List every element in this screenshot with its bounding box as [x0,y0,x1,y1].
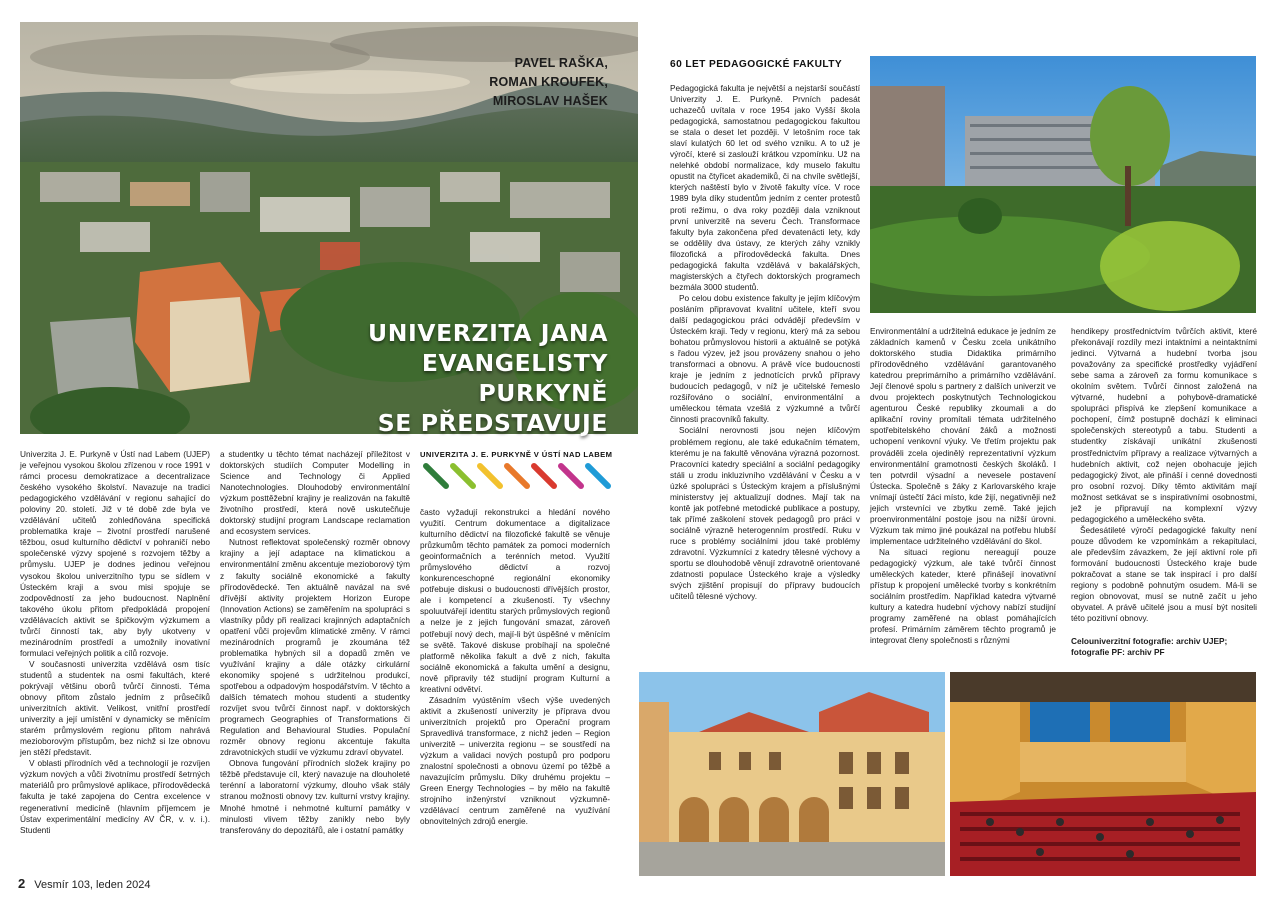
paragraph: Šedesátileté výročí pedagogické fakulty není pouze důvodem ke vzpomínkám a rekapitulaci, ale především závazkem, že její aktivní role při formování budoucnosti Ústeckého kraje bude pokračovat a stane se tak inspirací i pro další regiony s podobně pohnutým osudem. Má-li se region obnovovat, musí se nutně začít u jeho obyvatel. A právě učitelé jsou a musí být nositeli této pozitivní obnovy. [1071,524,1257,624]
paragraph: často vyžadují rekonstrukci a hledání nového využití. Centrum dokumentace a digitalizace kulturního dědictví na filozofické fakultě se věnuje průzkumům těchto památek za pomoci moderních geoinformačních a terénních metod. Využití průmyslového dědictví a rozvoj konkurenceschopné regionální ekonomiky potřebuje diskusi o budoucnosti dřívějších prostor, ale i kompetencí a zkušeností. Ty všechny spoluutvářejí identitu starých průmyslových regionů a nelze je z jejich fungování smazat, zároveň potřebují nový dech, mají-li být úspěšné v měnícím se světě. Takové diskuse probíhají na společné platformě několika fakult a dvě z nich, fakulta sociálně ekonomická a fakulta umění a designu, nově připravily též studijní program Kulturní a kreativní odvětví. [420,507,610,694]
paragraph: V oblasti přírodních věd a technologií je rozvíjen výzkum nových a vůči životnímu prostředí šetrných materiálů pro průmyslové aplikace, přírodovědecká fakulta je také zapojena do Centra excelence v regenerativní medicíně (hlavním příjemcem je Ústav experimentální medicíny AV ČR, v. v. i.). Studenti [20,758,210,835]
title-line-3: SE PŘEDSTAVUJE [377,409,608,437]
article-title [300,318,608,438]
author-2: ROMAN KROUFEK, [489,75,608,89]
page-footer [18,876,151,891]
paragraph: hendikepy prostřednictvím tvůrčích aktivit, které překonávají rozdíly mezi intaktními a neintaktními jedinci. Výtvarná a hudební tvorba jsou považovány za specifické prostředky vyjádření sebe sama a zároveň za formu komunikace s okolním světem. Tvůrčí činnost založená na výtvarné, hudební a pohybově-dramatické spolupráci přispívá ke zlepšení komunikace a pochopení, čímž postupně dochází k eliminaci společenských stereotypů a tabu. Studenti a studentky získávají unikátní zkušenosti prostřednictvím přípravy a realizace výtvarných a hudebních aktivit, což nejen obohacuje jejich pedagogický život, ale přináší i cenné dovednosti pro osobní rozvoj. Díky těmto aktivitám mají možnost setkávat se s inspirativními osobnostmi, jež je připravují na komplexní výzvy pedagogického a uměleckého světa. [1071,326,1257,524]
paragraph: Na situaci regionu nereagují pouze pedagogický výzkum, ale také tvůrčí činnost uměleckých kateder, které přinášejí inovativní přístup k propojení umělecké tvorby s konkrétním sociálním prostředím. Například katedra výtvarné kultury a katedra hudební výchovy nabízí studijní programy zaměřené na oblast pomáhajících profesí. Primárním záměrem těchto programů je integrovat členy společnosti s různými [870,546,1056,646]
logo-stripe [426,466,446,486]
paragraph: Pedagogická fakulta je největší a nejstarší součástí Univerzity J. E. Purkyně. Prvních padesát uchazečů uvítala v roce 1954 jako Vyšší škola pedagogická, samostatnou pedagogickou fakultou se stala o deset let později. V letošním roce tak slaví kulatých 60 let od svého vzniku. A to už je výročí, které si zaslouží krátkou vzpomínku. Už na nelehké období normalizace, kdy muselo fakultu opustit na čtyřicet akademiků, či na chvíle světlejší, kterých naštěstí bylo v životě fakulty více. V roce 1989 byla díky studentům jedním z center protestů proti režimu, o dva roky později dala vzniknout první univerzitě na severu Čech. Transformace fakulty byla zakončena před devatenácti lety, kdy se oddělily dva ústavy, ze kterých záhy vznikly filozofická a přírodovědecká fakulta. Dnes pedagogická fakulta vzdělává v bakalářských, magisterských a čtyřech doktorských programech bezmála 3000 studentů. [670,83,860,292]
title-line-1: UNIVERZITA JANA [368,319,608,347]
section-heading: 60 LET PEDAGOGICKÉ FAKULTY [670,59,843,70]
text-column-4 [670,83,860,602]
logo-stripe [534,466,554,486]
logo-stripe [561,466,581,486]
author-3: MIROSLAV HAŠEK [492,94,608,108]
auditorium-photo [950,672,1256,876]
text-column-5 [870,326,1056,646]
logo-stripe [480,466,500,486]
issue-info: Vesmír 103, leden 2024 [34,879,151,891]
title-line-2: EVANGELISTY PURKYNĚ [421,349,608,407]
paragraph: Obnova fungování přírodních složek krajiny po těžbě představuje cíl, který navazuje na dlouholeté terénní a laboratorní výzkumy, dlouho však stály stranou možnosti obnovy tzv. kulturní vrstvy krajiny. Mnohé hmotné i nehmotné kulturní památky v minulosti vlivem těžby zanikly nebo byly transferovány do depozitářů, ale i ostatní památky [220,758,410,835]
page-number: 2 [18,876,26,891]
faculty-building-photo [870,56,1256,313]
historic-building-photo [639,672,945,876]
university-logo [420,450,616,495]
paragraph: V současnosti univerzita vzdělává osm tisíc studentů a studentek na osmi fakultách, které pokrývají většinu oborů tvůrčí činnosti. Téma obnovy přitom zůstalo jedním z průsečíků univerzitních aktivit. Velikost, vnitřní prostředí univerzity a její umístění v dynamicky se měnícím starém průmyslovém regionu přitom nahrává mezioborovým přístupům, bez nichž si lze obnovu jen stěží představit. [20,658,210,758]
author-1: PAVEL RAŠKA, [514,56,608,70]
auditorium-illustration [950,672,1256,876]
text-column-3 [420,507,610,827]
logo-stripe [453,466,473,486]
paragraph: Po celou dobu existence fakulty je jejím klíčovým posláním připravovat kvalitní učitele, kteří svou další pedagogickou práci odvádějí především v Ústeckém kraji. Tedy v regionu, který má za sebou bohatou průmyslovou historii a aktuálně se potýká s řadou výzev, jež jsou provázeny snahou o jeho transformaci a obnovu. A právě více budoucnosti kraje je jedním z jednotících prvků přípravy budoucích pedagogů, v níž je učitelské řemeslo rozšiřováno o sociální, environmentální a uměleckou témata vzešlá z výzkumné a tvůrčí činnosti pracovníků fakulty. [670,292,860,425]
paragraph: Zásadním vyústěním všech výše uvedených aktivit a zkušeností univerzity je příprava dvou univerzitních projektů pro Operační program Spravedlivá transformace, z nichž jeden – Region univerzitě – univerzita regionu – se soustředí na výzkum a validaci nových postupů pro podporu znalostní společnosti a obnovu území po těžbě a navazujícím průmyslu. Díky druhému projektu – Green Energy Technologies – by mělo na fakultě strojního inženýrství vzniknout výzkumně-vzdělávací centrum zaměřené na využívání obnovitelných zdrojů energie. [420,694,610,827]
logo-stripe [588,466,608,486]
photo-credit-1: Celouniverzitní fotografie: archiv UJEP; [1071,636,1228,647]
text-column-2 [220,449,410,836]
paragraph: a studentky u těchto témat nacházejí příležitost v doktorských studiích Computer Modelling in Science and Technology či Applied Nanotechnologies. Dlouhodobý environmentální výzkum posttěžební krajiny je realizován na fakultě životního prostředí, která nově uskutečňuje doktorský studijní program Landscape reclamation and ecosystem services. [220,449,410,537]
paragraph: Univerzita J. E. Purkyně v Ústí nad Labem (UJEP) je veřejnou vysokou školou zřízenou v roce 1991 v rámci procesu demokratizace a decentralizace českého vysokého školství. Navazuje na tradici pedagogického vzdělávání v regionu sahající do poloviny 20. století. Již v té době zde byla ve vzdělávání učitelů zohledňována specifická problematika kraje – životní prostředí narušené těžbou, osud kulturního dědictví v pohraničí nebo společenské výzvy spojené s rozvojem těžby a průmyslu. UJEP je dodnes jedinou veřejnou vysokou školou univerzitního typu se sídlem v Ústeckém kraji a svou misi spojuje se zodpovědností za jeho budoucnost. Naplnění takového úkolu přitom předpokládá propojení vzdělávacích aktivit se špičkovým výzkumem a tvůrčí činností tak, aby byly ukotveny v mezinárodním prostředí a umožnily inovativní formulaci veřejných politik a cílů rozvoje. [20,449,210,658]
text-column-1 [20,449,210,836]
author-list [489,54,608,111]
paragraph: Environmentální a udržitelná edukace je jedním ze základních kamenů v Česku zcela unikátního doktorského studia Didaktika primárního přírodovědného vzdělávání garantovaného katedrou preprimárního a primárního vzdělávání. Její členové spolu s partnery z dalších univerzit ve dvou projektech poskytnutých Technologickou agenturou České republiky zkoumali a do aplikační roviny promítali témata udržitelného spotřebitelského chování žáků a možnosti uchopení venkovní výuky. Ve třetím projektu pak prováděli zcela ojedinělý reprezentativní výzkum environmentální gramotnosti českých školáků. I ten potvrdil výsadní a nevesele postavení Ústecka. Společně s žáky z Karlovarského kraje vnímají ústečtí žáci místo, kde žijí, negativněji než jejich vrstevníci ve zbytku země. Také jejich proenvironmentální postoje jsou na nižší úrovni. Výzkum tak mimo jiné poukázal na potřebu hlubší implementace udržitelného vzdělávání do škol. [870,326,1056,546]
logo-stripes-icon [420,462,616,492]
historic-building-illustration [639,672,945,876]
faculty-building-illustration [870,56,1256,313]
photo-credit-2: fotografie PF: archiv PF [1071,647,1165,658]
text-column-6 [1071,326,1257,658]
logo-label: UNIVERZITA J. E. PURKYNĚ V ÚSTÍ NAD LABEM [420,450,613,459]
paragraph: Sociální nerovnosti jsou nejen klíčovým problémem regionu, ale také edukačním tématem, kterému je na fakultě věnována výrazná pozornost. Pracovníci katedry speciální a sociální pedagogiky stáli u zrodu inkluzivního vzdělávání v Česku a v úzké spolupráci s Ústeckým krajem a příslušnými ministerstvy jej aktualizují dodnes. Mají tak na kontě jak potřebné metodické publikace a postupy, tak přímé zaškolení stovek pedagogů pro práci v sociálně výrazně heterogenním prostředí. Ruku v ruce s problémy sociálními jdou také problémy zdravotní. Výzkumníci z katedry tělesné výchovy a sportu se dlouhodobě věnují zdravotně orientované zdatnosti populace Ústeckého kraje a výsledky svých zjištění propisují do přípravy budoucích učitelů tělesné výchovy. [670,425,860,602]
logo-stripe [507,466,527,486]
paragraph: Nutnost reflektovat společenský rozměr obnovy krajiny a její adaptace na klimatickou a environmentální změnu akcentuje mezioborový tým z fakulty sociálně ekonomické a fakulty přírodovědecké. Ten aktuálně navázal na své dřívější aktivity projektem Horizon Europe (Innovation Actions) se zaměřením na spolupráci s vlastníky půdy při realizaci krajinných adaptačních opatření vůči projevům klimatické změny. V rámci mezinárodních programů je zkoumána též problematika hybných sil a dopadů změn ve využívání krajiny a dále otázky cirkulární ekonomiky spojené s udržitelnou produkcí, spotřebou a odpadovým hospodářstvím. V těchto a dalších tématech mohou studenti a studentky rozvíjet svou tvůrčí činnost např. v doktorských programech Geographies of Transformations či Regulation and Behavioural Studies. Populační rozměr obnovy regionu akcentuje fakulta zdravotnických studií ve výzkumu zdraví obyvatel. [220,537,410,758]
